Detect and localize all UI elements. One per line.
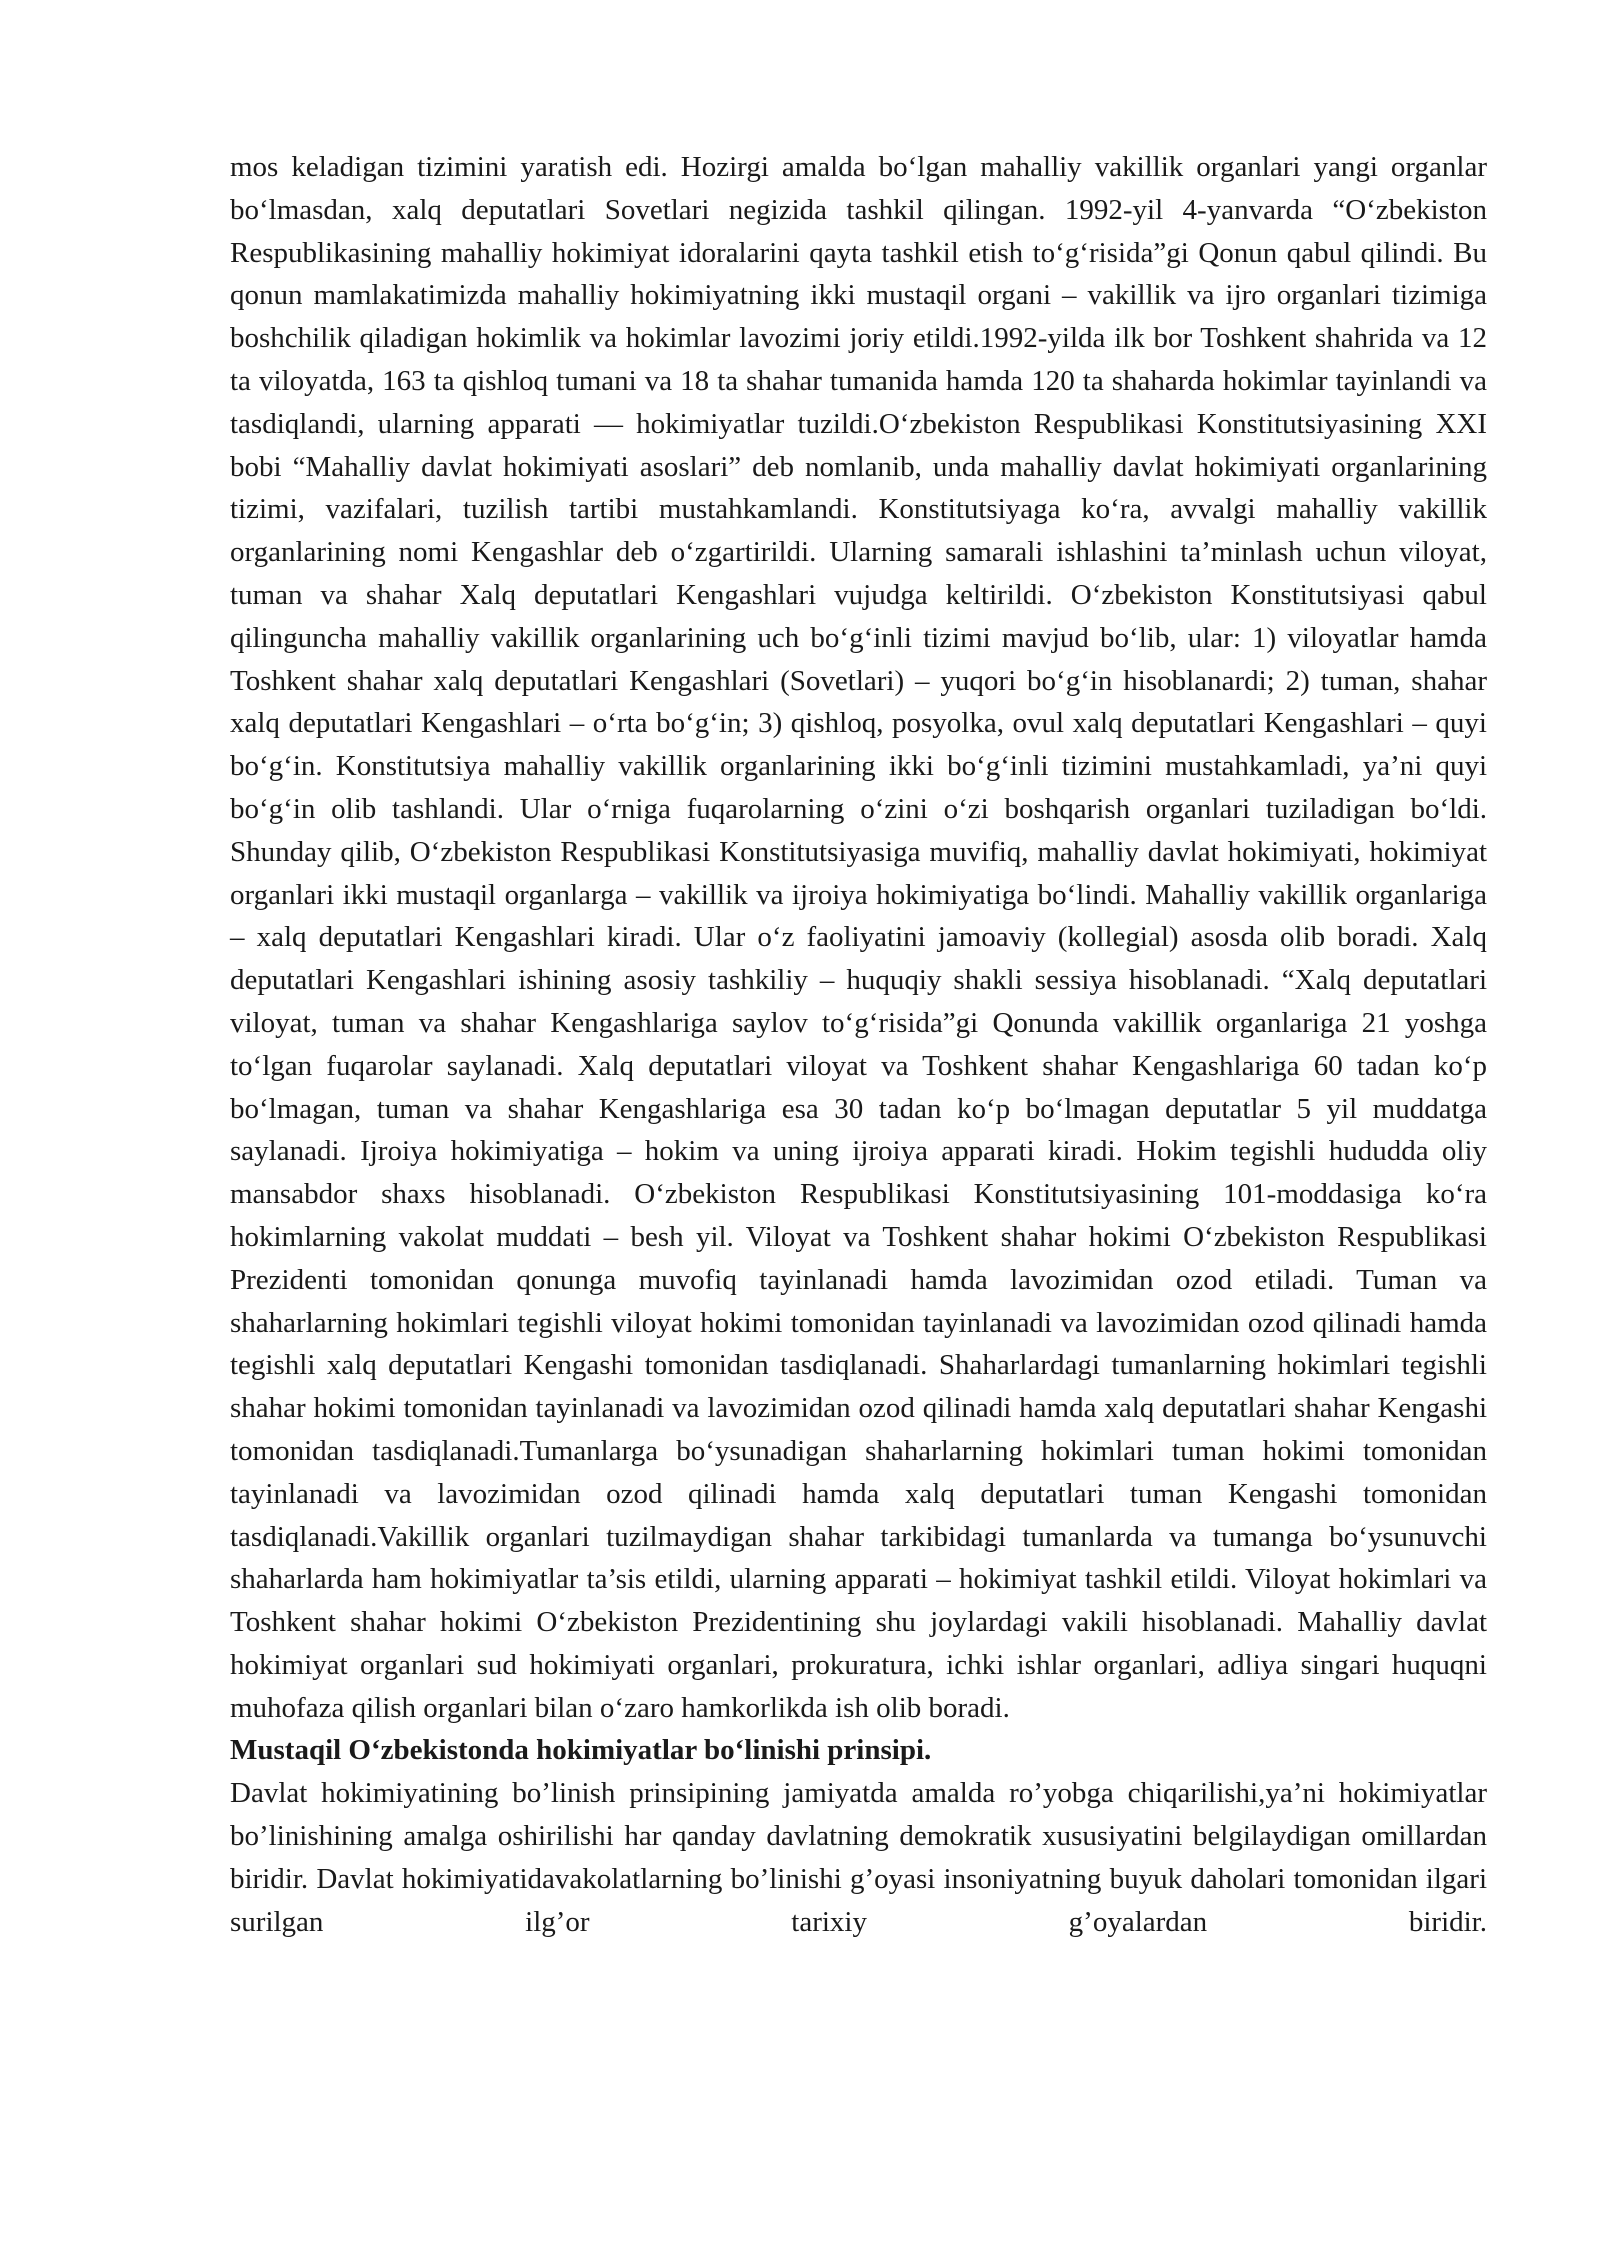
section-heading: Mustaqil O‘zbekistonda hokimiyatlar bo‘linishi prinsipi.: [230, 1734, 932, 1767]
document-page: [230, 146, 1487, 1943]
body-paragraph: mos keladigan tizimini yaratish edi. Hozirgi amalda bo‘lgan mahalliy vakillik organlari yangi organlar bo‘lmasdan, xalq deputatlari Sovetlari negizida tashkil qilingan. 1992-yil 4-yanvarda “O‘zbekiston Respublikasining mahalliy hokimiyat idoralarini qayta tashkil etish to‘g‘risida”gi Qonun qabul qilindi. Bu qonun mamlakatimizda mahalliy hokimiyatning ikki mustaqil organi – vakillik va ijro organlari tizimiga boshchilik qiladigan hokimlik va hokimlar lavozimi joriy etildi.1992-yilda ilk bor Toshkent shahrida va 12 ta viloyatda, 163 ta qishloq tumani va 18 ta shahar tumanida hamda 120 ta shaharda hokimlar tayinlandi va tasdiqlandi, ularning apparati — hokimiyatlar tuzildi.O‘zbekiston Respublikasi Konstitutsiyasining XXI bobi “Mahalliy davlat hokimiyati asoslari” deb nomlanib, unda mahalliy davlat hokimiyati organlarining tizimi, vazifalari, tuzilish tartibi mustahkamlandi. Konstitutsiyaga ko‘ra, avvalgi mahalliy vakillik organlarining nomi Kengashlar deb o‘zgartirildi. Ularning samarali ishlashini ta’minlash uchun viloyat, tuman va shahar Xalq deputatlari Kengashlari vujudga keltirildi. O‘zbekiston Konstitutsiyasi qabul qilinguncha mahalliy vakillik organlarining uch bo‘g‘inli tizimi mavjud bo‘lib, ular: 1) viloyatlar hamda Toshkent shahar xalq deputatlari Kengashlari (Sovetlari) – yuqori bo‘g‘in hisoblanardi; 2) tuman, shahar xalq deputatlari Kengashlari – o‘rta bo‘g‘in; 3) qishloq, posyolka, ovul xalq deputatlari Kengashlari – quyi bo‘g‘in. Konstitutsiya mahalliy vakillik organlarining ikki bo‘g‘inli tizimini mustahkamladi, ya’ni quyi bo‘g‘in olib tashlandi. Ular o‘rniga fuqarolarning o‘zini o‘zi boshqarish organlari tuziladigan bo‘ldi. Shunday qilib, O‘zbekiston Respublikasi Konstitutsiyasiga muvifiq, mahalliy davlat hokimiyati, hokimiyat organlari ikki mustaqil organlarga – vakillik va ijroiya hokimiyatiga bo‘lindi. Mahalliy vakillik organlariga – xalq deputatlari Kengashlari kiradi. Ular o‘z faoliyatini jamoaviy (kollegial) asosda olib boradi. Xalq deputatlari Kengashlari ishining asosiy tashkiliy – huquqiy shakli sessiya hisoblanadi. “Xalq deputatlari viloyat, tuman va shahar Kengashlariga saylov to‘g‘risida”gi Qonunda vakillik organlariga 21 yoshga to‘lgan fuqarolar saylanadi. Xalq deputatlari viloyat va Toshkent shahar Kengashlariga 60 tadan ko‘p bo‘lmagan, tuman va shahar Kengashlariga esa 30 tadan ko‘p bo‘lmagan deputatlar 5 yil muddatga saylanadi. Ijroiya hokimiyatiga – hokim va uning ijroiya apparati kiradi. Hokim tegishli hududda oliy mansabdor shaxs hisoblanadi. O‘zbekiston Respublikasi Konstitutsiyasining 101-moddasiga ko‘ra hokimlarning vakolat muddati – besh yil. Viloyat va Toshkent shahar hokimi O‘zbekiston Respublikasi Prezidenti tomonidan qonunga muvofiq tayinlanadi hamda lavozimidan ozod etiladi. Tuman va shaharlarning hokimlari tegishli viloyat hokimi tomonidan tayinlanadi va lavozimidan ozod qilinadi hamda tegishli xalq deputatlari Kengashi tomonidan tasdiqlanadi. Shaharlardagi tumanlarning hokimlari tegishli shahar hokimi tomonidan tayinlanadi va lavozimidan ozod qilinadi hamda xalq deputatlari shahar Kengashi tomonidan tasdiqlanadi.Tumanlarga bo‘ysunadigan shaharlarning hokimlari tuman hokimi tomonidan tayinlanadi va lavozimidan ozod qilinadi hamda xalq deputatlari tuman Kengashi tomonidan tasdiqlanadi.Vakillik organlari tuzilmaydigan shahar tarkibidagi tumanlarda va tumanga bo‘ysunuvchi shaharlarda ham hokimiyatlar ta’sis etildi, ularning apparati – hokimiyat tashkil etildi. Viloyat hokimlari va Toshkent shahar hokimi O‘zbekiston Prezidentining shu joylardagi vakili hisoblanadi. Mahalliy davlat hokimiyat organlari sud hokimiyati organlari, prokuratura, ichki ishlar organlari, adliya singari huquqni muhofaza qilish organlari bilan o‘zaro hamkorlikda ish olib boradi.: [230, 151, 1487, 1724]
body-paragraph-continued: Davlat hokimiyatining bo’linish prinsipining jamiyatda amalda ro’yobga chiqarilishi,ya’ni hokimiyatlar bo’linishining amalga oshirilishi har qanday davlatning demokratik xususiyatini belgilaydigan omillardan biridir. Davlat hokimiyatidavakolatlarning bo’linishi g’oyasi insoniyatning buyuk daholari tomonidan ilgari surilgan ilg’or tarixiy g’oyalardan biridir.: [230, 1777, 1487, 1938]
